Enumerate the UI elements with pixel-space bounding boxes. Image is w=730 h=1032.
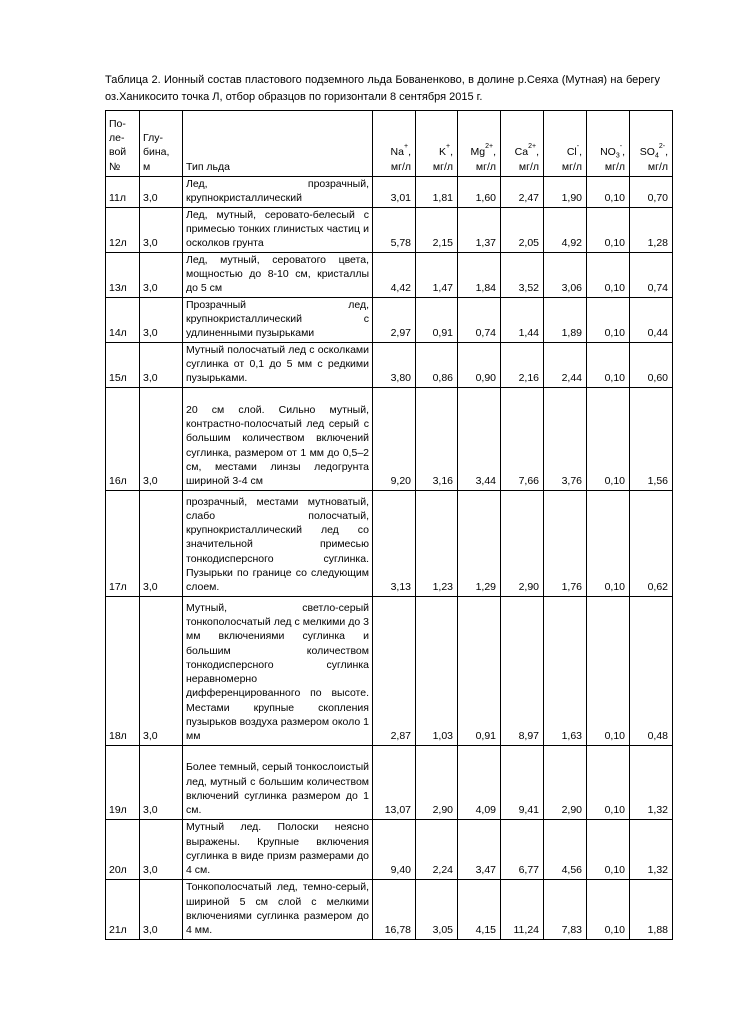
cell-cl: 1,76	[544, 490, 587, 596]
cell-ice-type: прозрачный, местами мутноватый, слабо полосчатый, крупнокристаллический лед со значительной примесью тонкодисперсного суглинка. Пузырьки по границе со следующим слоем.	[183, 490, 373, 596]
cell-na: 5,78	[373, 207, 416, 252]
header-no3-charge: -	[619, 143, 623, 151]
table-row	[106, 207, 673, 252]
header-no3-symbol: NO	[600, 146, 616, 159]
cell-na: 3,13	[373, 490, 416, 596]
cell-ca: 2,16	[501, 342, 544, 387]
cell-na: 16,78	[373, 879, 416, 939]
cell-no3: 0,10	[587, 207, 630, 252]
cell-so4: 0,70	[630, 177, 673, 208]
header-field-number-line: По-	[109, 117, 126, 130]
cell-no3: 0,10	[587, 879, 630, 939]
cell-ca: 1,44	[501, 297, 544, 342]
header-field-number-line: вой	[109, 146, 127, 159]
header-field-number-line: ле-	[109, 132, 125, 145]
cell-mg: 3,47	[458, 819, 501, 879]
header-k-charge: +	[445, 143, 451, 151]
cell-ice-type: 20 см слой. Сильно мутный, контрастно-полосчатый лед серый с большим количеством включений суглинка, размером от 1 мм до 0,5–2 см, местами линзы ледогрунта шириной 3-4 см	[183, 387, 373, 490]
header-mg	[458, 111, 501, 177]
cell-na: 4,42	[373, 252, 416, 297]
cell-mg: 1,37	[458, 207, 501, 252]
cell-ice-type: Более темный, серый тонкослоистый лед, мутный с большим количеством включений суглинка размером до 1 см.	[183, 745, 373, 819]
cell-cl: 3,06	[544, 252, 587, 297]
cell-field-number: 15л	[106, 342, 140, 387]
cell-so4: 1,28	[630, 207, 673, 252]
header-mg-symbol: Mg	[470, 146, 486, 159]
cell-ice-type: Лед, мутный, сероватого цвета, мощностью до 8-10 см, кристаллы до 5 см	[183, 252, 373, 297]
ion-composition-table	[105, 110, 673, 940]
cell-k: 2,24	[416, 819, 458, 879]
cell-cl: 1,90	[544, 177, 587, 208]
header-so4-unit: мг/л	[647, 160, 668, 173]
cell-no3: 0,10	[587, 252, 630, 297]
cell-depth: 3,0	[140, 207, 183, 252]
cell-no3: 0,10	[587, 596, 630, 745]
cell-ice-type: Мутный лед. Полоски неясно выражены. Крупные включения суглинка в виде призм размерами до 4 см.	[183, 819, 373, 879]
cell-na: 2,97	[373, 297, 416, 342]
cell-field-number: 17л	[106, 490, 140, 596]
header-ca-comma: ,	[536, 146, 539, 159]
cell-ice-type: Тонкополосчатый лед, темно-серый, шириной 5 см слой с мелкими включениями суглинка размером до 4 мм.	[183, 879, 373, 939]
table-row	[106, 342, 673, 387]
cell-ca: 8,97	[501, 596, 544, 745]
header-no3	[587, 111, 630, 177]
cell-mg: 1,84	[458, 252, 501, 297]
header-no3-index: 3	[615, 152, 620, 160]
table-row	[106, 387, 673, 490]
cell-ca: 6,77	[501, 819, 544, 879]
cell-cl: 2,44	[544, 342, 587, 387]
cell-k: 3,05	[416, 879, 458, 939]
cell-field-number: 21л	[106, 879, 140, 939]
cell-depth: 3,0	[140, 342, 183, 387]
cell-ca: 2,47	[501, 177, 544, 208]
cell-cl: 1,89	[544, 297, 587, 342]
cell-field-number: 16л	[106, 387, 140, 490]
cell-ca: 2,05	[501, 207, 544, 252]
cell-ice-type: Лед, прозрачный, крупнокристаллический	[183, 177, 373, 208]
cell-ice-type: Мутный, светло-серый тонкополосчатый лед с мелкими до 3 мм включениями суглинка и большим количеством тонкодисперсного суглинка неравномерно дифференцированного по высоте. Местами крупные скопления пузырьков воздуха размером около 1 мм	[183, 596, 373, 745]
cell-no3: 0,10	[587, 177, 630, 208]
cell-cl: 4,56	[544, 819, 587, 879]
cell-ca: 3,52	[501, 252, 544, 297]
cell-field-number: 13л	[106, 252, 140, 297]
cell-cl: 4,92	[544, 207, 587, 252]
cell-cl: 7,83	[544, 879, 587, 939]
header-k	[416, 111, 458, 177]
cell-no3: 0,10	[587, 819, 630, 879]
header-cl-charge: -	[576, 143, 580, 151]
header-k-symbol: K	[438, 146, 446, 159]
cell-na: 2,87	[373, 596, 416, 745]
cell-na: 3,01	[373, 177, 416, 208]
header-cl-unit: мг/л	[561, 160, 582, 173]
cell-so4: 0,62	[630, 490, 673, 596]
cell-k: 2,90	[416, 745, 458, 819]
cell-ca: 7,66	[501, 387, 544, 490]
cell-mg: 3,44	[458, 387, 501, 490]
cell-field-number: 14л	[106, 297, 140, 342]
cell-cl: 2,90	[544, 745, 587, 819]
cell-depth: 3,0	[140, 297, 183, 342]
header-na-charge: +	[403, 143, 409, 151]
cell-ice-type: Лед, мутный, серовато-белесый с примесью тонких глинистых частиц и осколков грунта	[183, 207, 373, 252]
header-na-comma: ,	[408, 146, 411, 159]
cell-no3: 0,10	[587, 297, 630, 342]
cell-cl: 1,63	[544, 596, 587, 745]
cell-k: 0,91	[416, 297, 458, 342]
header-ca-unit: мг/л	[518, 160, 539, 173]
cell-ca: 2,90	[501, 490, 544, 596]
header-ice-type: Тип льда	[183, 111, 373, 177]
header-so4	[630, 111, 673, 177]
table-caption: Таблица 2. Ионный состав пластового подземного льда Бованенково, в долине р.Сеяха (Мутная) на берегу оз.Ханикосито точка Л, отбор образцов по горизонтали 8 сентября 2015 г.	[105, 74, 660, 103]
cell-k: 3,16	[416, 387, 458, 490]
cell-so4: 1,88	[630, 879, 673, 939]
cell-field-number: 11л	[106, 177, 140, 208]
cell-so4: 0,48	[630, 596, 673, 745]
header-so4-charge: 2-	[658, 143, 666, 151]
cell-mg: 1,60	[458, 177, 501, 208]
cell-ice-type: Прозрачный лед, крупнокристаллический с удлиненными пузырьками	[183, 297, 373, 342]
table-row	[106, 879, 673, 939]
cell-field-number: 19л	[106, 745, 140, 819]
cell-so4: 1,32	[630, 745, 673, 819]
header-cl-comma: ,	[579, 146, 582, 159]
header-mg-unit: мг/л	[475, 160, 496, 173]
table-row	[106, 819, 673, 879]
cell-ca: 11,24	[501, 879, 544, 939]
header-na-unit: мг/л	[390, 160, 411, 173]
cell-field-number: 20л	[106, 819, 140, 879]
table-row	[106, 177, 673, 208]
cell-k: 1,47	[416, 252, 458, 297]
cell-mg: 0,74	[458, 297, 501, 342]
cell-na: 13,07	[373, 745, 416, 819]
header-ca	[501, 111, 544, 177]
table-row	[106, 490, 673, 596]
table-row	[106, 745, 673, 819]
cell-k: 1,03	[416, 596, 458, 745]
header-so4-symbol: SO	[639, 146, 655, 159]
header-ca-charge: 2+	[528, 143, 537, 151]
header-mg-comma: ,	[493, 146, 496, 159]
cell-mg: 0,90	[458, 342, 501, 387]
header-ca-symbol: Ca	[514, 146, 529, 159]
cell-so4: 0,74	[630, 252, 673, 297]
cell-depth: 3,0	[140, 596, 183, 745]
table-row	[106, 252, 673, 297]
cell-so4: 0,60	[630, 342, 673, 387]
cell-mg: 4,15	[458, 879, 501, 939]
header-no3-comma: ,	[622, 146, 625, 159]
cell-mg: 0,91	[458, 596, 501, 745]
cell-k: 2,15	[416, 207, 458, 252]
header-cl	[544, 111, 587, 177]
cell-so4: 0,44	[630, 297, 673, 342]
header-depth	[140, 111, 183, 177]
cell-na: 9,40	[373, 819, 416, 879]
header-no3-unit: мг/л	[604, 160, 625, 173]
header-so4-index: 4	[654, 152, 659, 160]
cell-no3: 0,10	[587, 745, 630, 819]
header-k-comma: ,	[450, 146, 453, 159]
cell-depth: 3,0	[140, 387, 183, 490]
cell-field-number: 12л	[106, 207, 140, 252]
header-row	[106, 111, 673, 177]
header-field-number	[106, 111, 140, 177]
cell-so4: 1,32	[630, 819, 673, 879]
table-row	[106, 297, 673, 342]
cell-ca: 9,41	[501, 745, 544, 819]
header-k-unit: мг/л	[432, 160, 453, 173]
cell-no3: 0,10	[587, 490, 630, 596]
cell-na: 9,20	[373, 387, 416, 490]
cell-k: 1,81	[416, 177, 458, 208]
cell-na: 3,80	[373, 342, 416, 387]
cell-mg: 1,29	[458, 490, 501, 596]
header-field-number-line: №	[109, 160, 121, 173]
cell-depth: 3,0	[140, 177, 183, 208]
cell-depth: 3,0	[140, 879, 183, 939]
cell-field-number: 18л	[106, 596, 140, 745]
header-mg-charge: 2+	[485, 143, 494, 151]
cell-no3: 0,10	[587, 387, 630, 490]
table-row	[106, 596, 673, 745]
cell-mg: 4,09	[458, 745, 501, 819]
cell-depth: 3,0	[140, 745, 183, 819]
header-depth-line: Глу-	[143, 132, 163, 145]
cell-cl: 3,76	[544, 387, 587, 490]
cell-depth: 3,0	[140, 819, 183, 879]
header-depth-line: бина,	[143, 146, 170, 159]
header-so4-comma: ,	[665, 146, 668, 159]
header-cl-symbol: Cl	[566, 146, 577, 159]
header-na	[373, 111, 416, 177]
cell-ice-type: Мутный полосчатый лед с осколками суглинка от 0,1 до 5 мм с редкими пузырьками.	[183, 342, 373, 387]
header-depth-line: м	[143, 160, 151, 173]
cell-no3: 0,10	[587, 342, 630, 387]
header-na-symbol: Na	[390, 146, 404, 159]
cell-so4: 1,56	[630, 387, 673, 490]
cell-k: 1,23	[416, 490, 458, 596]
cell-depth: 3,0	[140, 252, 183, 297]
cell-k: 0,86	[416, 342, 458, 387]
cell-depth: 3,0	[140, 490, 183, 596]
